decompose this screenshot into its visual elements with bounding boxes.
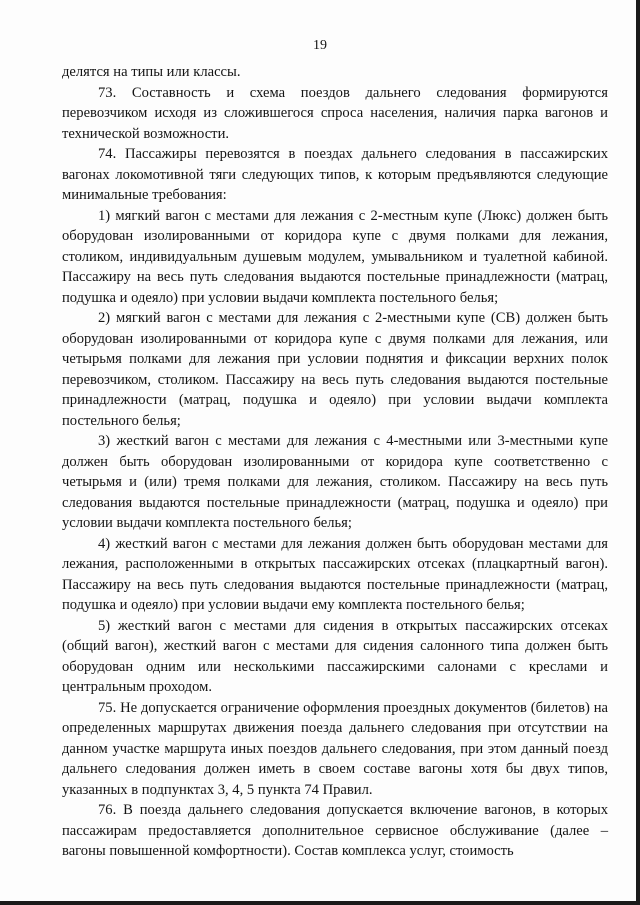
paragraph-74-item-4: 4) жесткий вагон с местами для лежания должен быть оборудован местами для лежания, расположенными в открытых пассажирских отсеках (плацкартный вагон). Пассажиру на весь путь следования выдаются постельные принадлежности (матрац, подушка и одеяло) при условии выдачи ему комплекта постельного белья; [62,535,608,613]
paragraph-74-item-3: 3) жесткий вагон с местами для лежания с 4-местными или 3-местными купе должен быть оборудован изолированными от коридора купе соответственно с четырьмя и (или) тремя полками для лежания, столиком. Пассажиру на весь путь следования выдаются постельные принадлежности (матрац, подушка и одеяло) при условии выдачи комплекта постельного белья; [62,433,608,531]
paragraph-74-item-2: 2) мягкий вагон с местами для лежания с 2-местными купе (СВ) должен быть оборудован изолированными от коридора купе с двумя полками для лежания, или четырьмя полками для лежания при условии поднятия и фиксации верхних полок перевозчиком, столиком. Пассажиру на весь путь следования выдаются постельные принадлежности (матрац, подушка и одеяло) при условии выдачи комплекта постельного белья; [62,310,608,429]
scan-edge-right [636,0,640,905]
paragraph-76: 76. В поезда дальнего следования допускается включение вагонов, в которых пассажирам предоставляется дополнительное сервисное обслуживание (далее – вагоны повышенной комфортности). Состав комплекса услуг, стоимость [62,802,608,859]
paragraph-75: 75. Не допускается ограничение оформления проездных документов (билетов) на определенных маршрутах движения поезда дальнего следования при отсутствии на данном участке маршрута иных поездов дальнего следования, при этом данный поезд дальнего следования должен иметь в своем составе вагоны хотя бы двух типов, указанных в подпунктах 3, 4, 5 пункта 74 Правил. [62,699,608,798]
document-body [62,62,608,862]
paragraph-73: 73. Составность и схема поездов дальнего следования формируются перевозчиком исходя из сложившегося спроса населения, наличия парка вагонов и технической возможности. [62,84,608,142]
paragraph-74-item-1: 1) мягкий вагон с местами для лежания с 2-местным купе (Люкс) должен быть оборудован изолированными от коридора купе с двумя полками для лежания, столиком, индивидуальным душевым модулем, умывальником и туалетной кабиной. Пассажиру на весь путь следования выдаются постельные принадлежности (матрац, подушка и одеяло) при условии выдачи комплекта постельного белья; [62,207,608,306]
page-number: 19 [313,38,327,53]
scan-edge-bottom [0,901,640,905]
paragraph-continuation: делятся на типы или классы. [62,64,241,80]
paragraph-74: 74. Пассажиры перевозятся в поездах дальнего следования в пассажирских вагонах локомотивной тяги следующих типов, к которым предъявляются следующие минимальные требования: [62,146,608,203]
paragraph-74-item-5: 5) жесткий вагон с местами для сидения в открытых пассажирских отсеках (общий вагон), жесткий вагон с местами для сидения салонного типа должен быть оборудован одним или несколькими пассажирскими салонами с креслами и центральным проходом. [62,617,608,695]
